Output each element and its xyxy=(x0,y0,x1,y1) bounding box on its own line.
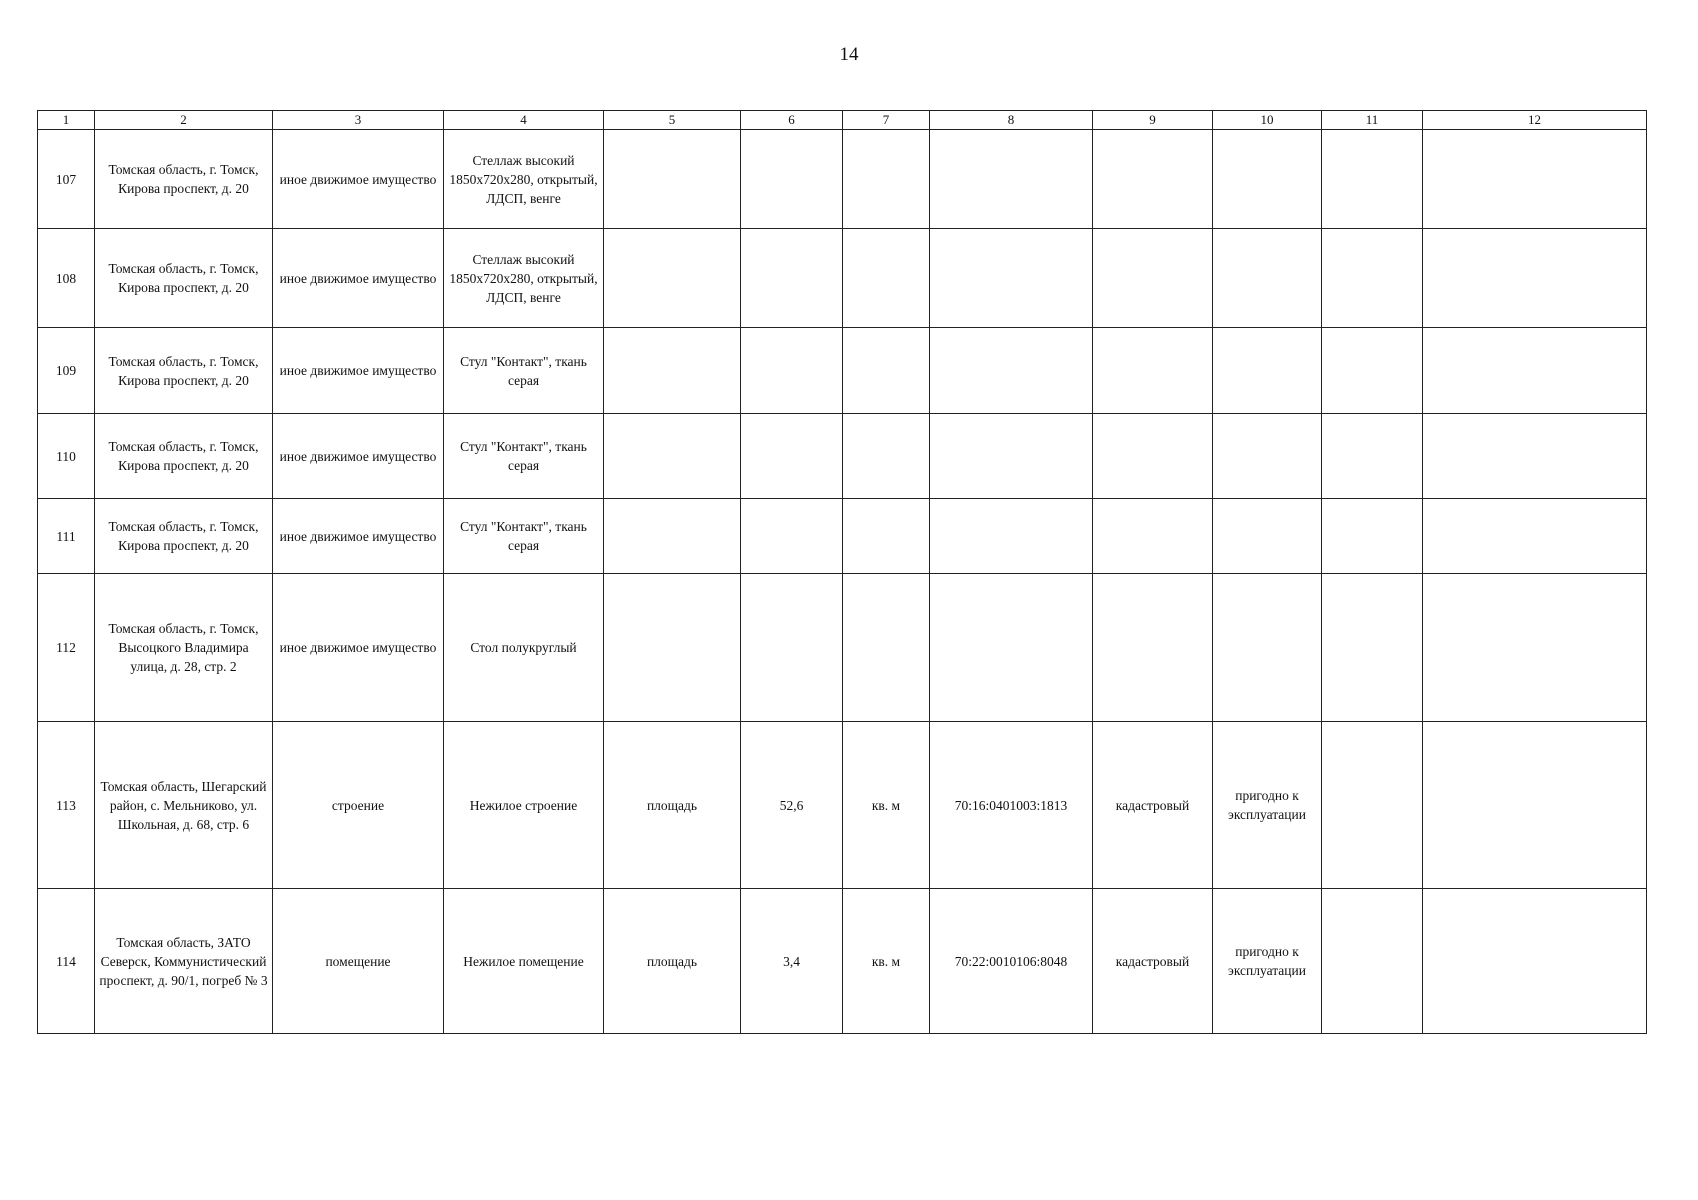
column-header: 10 xyxy=(1213,111,1322,130)
empty-cell xyxy=(1322,414,1423,499)
empty-cell xyxy=(1423,130,1647,229)
value-cell xyxy=(741,328,843,414)
number-type-cell xyxy=(1093,499,1213,574)
table-row xyxy=(38,499,1647,574)
address-cell: Томская область, Шегарский район, с. Мельниково, ул. Школьная, д. 68, стр. 6 xyxy=(95,722,273,889)
row-number-cell: 109 xyxy=(38,328,95,414)
condition-cell: пригодно к эксплуатации xyxy=(1213,889,1322,1034)
parameter-cell xyxy=(604,574,741,722)
unit-cell: кв. м xyxy=(843,722,930,889)
value-cell xyxy=(741,574,843,722)
property-type-cell: иное движимое имущество xyxy=(273,574,444,722)
property-type-cell: помещение xyxy=(273,889,444,1034)
address-cell: Томская область, ЗАТО Северск, Коммунистический проспект, д. 90/1, погреб № 3 xyxy=(95,889,273,1034)
address-cell: Томская область, г. Томск, Кирова проспект, д. 20 xyxy=(95,229,273,328)
cadastral-number-cell xyxy=(930,499,1093,574)
row-number-cell: 113 xyxy=(38,722,95,889)
parameter-cell xyxy=(604,229,741,328)
parameter-cell: площадь xyxy=(604,889,741,1034)
column-header: 5 xyxy=(604,111,741,130)
property-name-cell: Стул "Контакт", ткань серая xyxy=(444,328,604,414)
column-header: 8 xyxy=(930,111,1093,130)
property-type-cell: иное движимое имущество xyxy=(273,328,444,414)
property-name-cell: Стеллаж высокий 1850x720x280, открытый, ЛДСП, венге xyxy=(444,229,604,328)
condition-cell xyxy=(1213,574,1322,722)
empty-cell xyxy=(1423,414,1647,499)
value-cell xyxy=(741,229,843,328)
number-type-cell xyxy=(1093,574,1213,722)
unit-cell xyxy=(843,328,930,414)
empty-cell xyxy=(1322,328,1423,414)
column-header: 11 xyxy=(1322,111,1423,130)
property-type-cell: строение xyxy=(273,722,444,889)
column-header: 7 xyxy=(843,111,930,130)
property-name-cell: Стол полукруглый xyxy=(444,574,604,722)
column-header: 12 xyxy=(1423,111,1647,130)
table-row xyxy=(38,328,1647,414)
property-type-cell: иное движимое имущество xyxy=(273,130,444,229)
row-number-cell: 111 xyxy=(38,499,95,574)
cadastral-number-cell xyxy=(930,574,1093,722)
unit-cell xyxy=(843,499,930,574)
condition-cell: пригодно к эксплуатации xyxy=(1213,722,1322,889)
parameter-cell xyxy=(604,414,741,499)
page-number: 14 xyxy=(839,44,859,65)
column-header: 1 xyxy=(38,111,95,130)
unit-cell xyxy=(843,229,930,328)
property-registry-table xyxy=(37,110,1647,1034)
unit-cell: кв. м xyxy=(843,889,930,1034)
column-header: 2 xyxy=(95,111,273,130)
column-header: 3 xyxy=(273,111,444,130)
number-type-cell xyxy=(1093,130,1213,229)
cadastral-number-cell xyxy=(930,130,1093,229)
property-name-cell: Нежилое помещение xyxy=(444,889,604,1034)
row-number-cell: 112 xyxy=(38,574,95,722)
table-row xyxy=(38,889,1647,1034)
value-cell xyxy=(741,130,843,229)
condition-cell xyxy=(1213,414,1322,499)
cadastral-number-cell xyxy=(930,229,1093,328)
value-cell: 3,4 xyxy=(741,889,843,1034)
value-cell xyxy=(741,414,843,499)
column-header: 6 xyxy=(741,111,843,130)
cadastral-number-cell xyxy=(930,414,1093,499)
address-cell: Томская область, г. Томск, Кирова проспект, д. 20 xyxy=(95,130,273,229)
empty-cell xyxy=(1423,229,1647,328)
cadastral-number-cell: 70:16:0401003:1813 xyxy=(930,722,1093,889)
unit-cell xyxy=(843,574,930,722)
unit-cell xyxy=(843,130,930,229)
parameter-cell xyxy=(604,499,741,574)
property-type-cell: иное движимое имущество xyxy=(273,414,444,499)
address-cell: Томская область, г. Томск, Кирова проспект, д. 20 xyxy=(95,499,273,574)
parameter-cell xyxy=(604,328,741,414)
row-number-cell: 110 xyxy=(38,414,95,499)
address-cell: Томская область, г. Томск, Высоцкого Владимира улица, д. 28, стр. 2 xyxy=(95,574,273,722)
cadastral-number-cell: 70:22:0010106:8048 xyxy=(930,889,1093,1034)
table-row xyxy=(38,414,1647,499)
property-type-cell: иное движимое имущество xyxy=(273,229,444,328)
row-number-cell: 114 xyxy=(38,889,95,1034)
value-cell: 52,6 xyxy=(741,722,843,889)
unit-cell xyxy=(843,414,930,499)
property-name-cell: Нежилое строение xyxy=(444,722,604,889)
column-header: 9 xyxy=(1093,111,1213,130)
row-number-cell: 107 xyxy=(38,130,95,229)
table-row xyxy=(38,574,1647,722)
number-type-cell xyxy=(1093,229,1213,328)
empty-cell xyxy=(1322,499,1423,574)
table-row xyxy=(38,130,1647,229)
property-name-cell: Стул "Контакт", ткань серая xyxy=(444,499,604,574)
empty-cell xyxy=(1423,499,1647,574)
empty-cell xyxy=(1423,328,1647,414)
column-number-row xyxy=(38,111,1647,130)
empty-cell xyxy=(1322,722,1423,889)
property-type-cell: иное движимое имущество xyxy=(273,499,444,574)
number-type-cell: кадастровый xyxy=(1093,889,1213,1034)
empty-cell xyxy=(1423,722,1647,889)
condition-cell xyxy=(1213,229,1322,328)
condition-cell xyxy=(1213,328,1322,414)
empty-cell xyxy=(1322,574,1423,722)
condition-cell xyxy=(1213,499,1322,574)
property-name-cell: Стеллаж высокий 1850x720x280, открытый, ЛДСП, венге xyxy=(444,130,604,229)
table-row xyxy=(38,229,1647,328)
row-number-cell: 108 xyxy=(38,229,95,328)
empty-cell xyxy=(1322,229,1423,328)
address-cell: Томская область, г. Томск, Кирова проспект, д. 20 xyxy=(95,328,273,414)
cadastral-number-cell xyxy=(930,328,1093,414)
number-type-cell xyxy=(1093,414,1213,499)
empty-cell xyxy=(1423,889,1647,1034)
empty-cell xyxy=(1423,574,1647,722)
empty-cell xyxy=(1322,889,1423,1034)
address-cell: Томская область, г. Томск, Кирова проспект, д. 20 xyxy=(95,414,273,499)
property-name-cell: Стул "Контакт", ткань серая xyxy=(444,414,604,499)
value-cell xyxy=(741,499,843,574)
table-row xyxy=(38,722,1647,889)
number-type-cell: кадастровый xyxy=(1093,722,1213,889)
column-header: 4 xyxy=(444,111,604,130)
parameter-cell xyxy=(604,130,741,229)
parameter-cell: площадь xyxy=(604,722,741,889)
number-type-cell xyxy=(1093,328,1213,414)
condition-cell xyxy=(1213,130,1322,229)
empty-cell xyxy=(1322,130,1423,229)
